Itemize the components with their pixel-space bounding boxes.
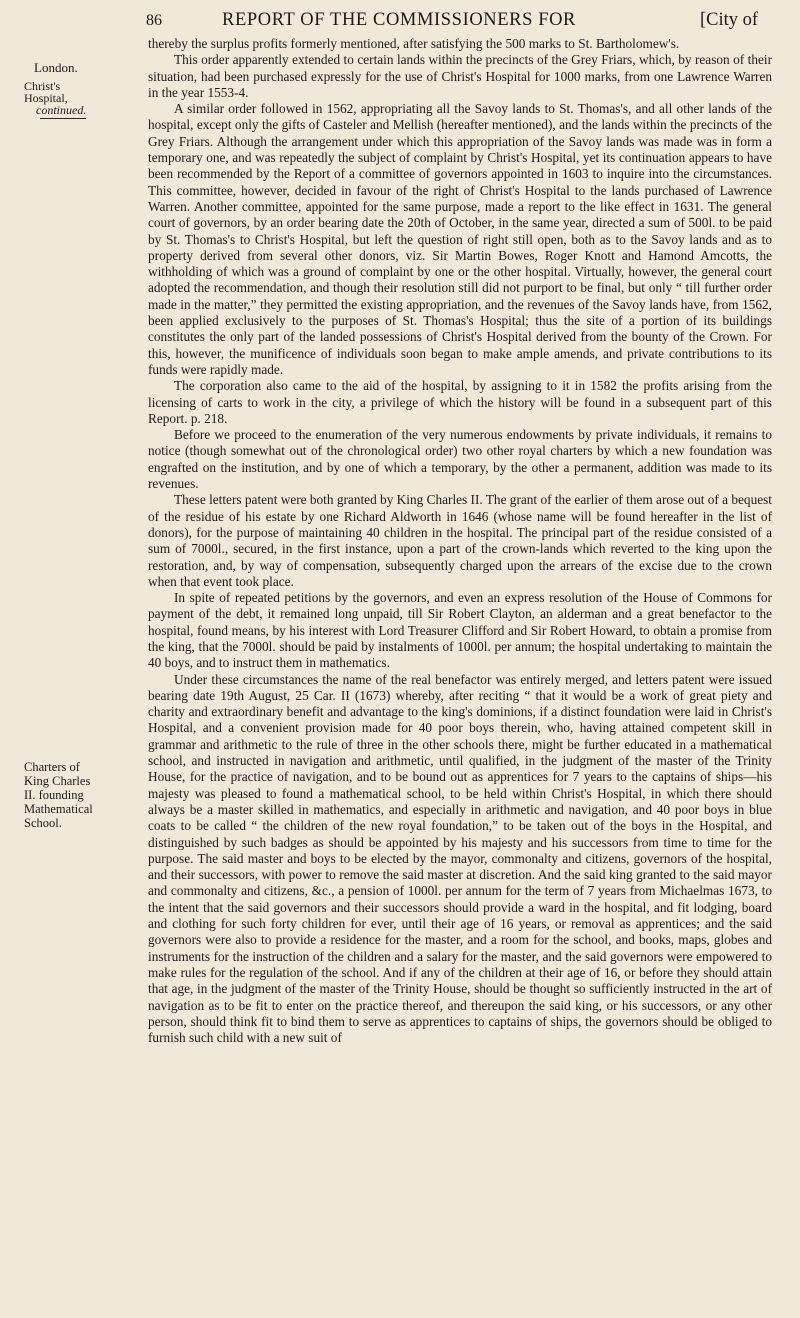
running-title-right: [City of (700, 10, 759, 30)
paragraph: Before we proceed to the enumeration of the very numerous endowments by private individuals, it remains to notice (though somewhat out of the chronological order) two other royal charters by which a new foundation was engrafted on the institution, and by one of which a temporary, by the other a permanent, addition was made to its revenues. (148, 427, 772, 492)
paragraph: These letters patent were both granted by King Charles II. The grant of the earlier of them arose out of a bequest of the residue of his estate by one Richard Aldworth in 1646 (whose name will be found hereafter in the list of donors), for the purpose of maintaining 40 children in the hospital. The principal part of the residue consisted of a sum of 7000l., secured, in the first instance, upon a part of the crown-lands which reverted to the king upon the restoration, and, by way of compensation, subsequently charged upon the arrears of the excise due to the crown when that event took place. (148, 492, 772, 589)
margin-note-continued: continued. (36, 103, 87, 117)
paragraph: This order apparently extended to certain lands within the precincts of the Grey Friars, which, by reason of their situation, had been purchased expressly for the use of Christ's Hospital for 1000 marks, from one Lawrence Warren in the year 1553-4. (148, 52, 772, 100)
margin-note-london: London. (34, 60, 78, 75)
page-number: 86 (146, 12, 162, 29)
margin-note-charters: Charters of King Charles II. founding Mathematical School. (24, 760, 93, 830)
margin-rule (40, 118, 86, 119)
margin-note-christs-hospital (24, 80, 96, 119)
paragraph: thereby the surplus profits formerly mentioned, after satisfying the 500 marks to St. Bartholomew's. (148, 36, 680, 51)
margin-note-christs-hospital-label: Christ's Hospital, (24, 79, 68, 105)
body-text (148, 36, 772, 1046)
paragraph: A similar order followed in 1562, appropriating all the Savoy lands to St. Thomas's, and all other lands of the hospital, except only the gifts of Casteler and Mellish (hereafter mentioned), and the lands within the precincts of the Grey Friars. Although the arrangement under which this appropriation of the Savoy lands was made was in form a temporary one, and was repeatedly the subject of complaint by Christ's Hospital, yet its continuation appears to have been recommended by the Report of a committee of governors appointed in 1603 to inquire into the circumstances. This committee, however, decided in favour of the right of Christ's Hospital to the lands purchased of Lawrence Warren. Another committee, appointed for the same purpose, made a report to the like effect in 1631. The general court of governors, by an order bearing date the 20th of October, in the same year, directed a sum of 500l. to be paid by St. Thomas's to Christ's Hospital, but left the question of right still open, both as to the Savoy lands and as to property derived from several other donors, viz. Sir Martin Bowes, Roger Knott and Hamond Amcotts, the withholding of which was a ground of complaint by one or the other hospital. Virtually, however, the general court adopted the recommendation, and though their resolution still did not purport to be final, but only “ till further order made in the matter,” they permitted the existing appropriation, and the revenues of the Savoy lands have, from 1562, been applied exclusively to the purposes of St. Thomas's Hospital; thus the site of a portion of its buildings constitutes the only part of the landed possessions of Christ's Hospital derived from the bounty of the Crown. For this, however, the munificence of individuals soon began to make ample amends, and private contributions to its funds were rapidly made. (148, 101, 772, 377)
paragraph: Under these circumstances the name of the real benefactor was entirely merged, and letters patent were issued bearing date 19th August, 25 Car. II (1673) whereby, after reciting “ that it would be a work of great piety and charity and extraordinary benefit and advantage to the king's dominions, if a distinct foundation were laid in Christ's Hospital, and a convenient provision made for 40 poor boys therein, who, having attained competent skill in grammar and arithmetic to the rule of three in the other schools there, might be further educated in a mathematical school, and instructed in navigation and arithmetic, until qualified, in the judgment of the master of the Trinity House, for the practice of navigation, and to be bound out as apprentices for 7 years to the captains of ships—his majesty was pleased to found a mathematical school, to be held within Christ's Hospital, in which there should always be a master skilled in mathematics, and especially in arithmetic and navigation, and 40 poor boys in blue coats to be called “ the children of the new royal foundation,” to be taken out of the boys in the Hospital, and distinguished by such badges as should be appointed by his majesty and his successors from time to time for the purpose. The said master and boys to be elected by the mayor, commonalty and citizens, governors of the hospital, and their successors, with power to remove the said master at discretion. And the said king granted to the said mayor and commonalty and citizens, &c., a pension of 1000l. per annum for the term of 7 years from Michaelmas 1673, to the intent that the said governors and their successors should provide a ward in the hospital, and fit lodging, board and clothing for such forty children for ever, until their age of 16 years, or removal as apprentices; and the said governors were also to provide a residence for the master, and a room for the school, and books, maps, globes and instruments for the instruction of the children and a salary for the master, and the said governors were empowered to make rules for the regulation of the school. And if any of the children at their age of 16, or before they should attain that age, in the judgment of the master of the Trinity House, should be thought so sufficiently instructed in the art of navigation as to be fit to enter on the practice thereof, and thereupon the said king, or his successors, or any other person, should think fit to bind them to serve as apprentices to captains of ships, the governors should be obliged to furnish such child with a new suit of (148, 671, 772, 1046)
running-title: REPORT OF THE COMMISSIONERS FOR (222, 10, 576, 30)
paragraph: The corporation also came to the aid of the hospital, by assigning to it in 1582 the profits arising from the licensing of carts to work in the city, a privilege of which the history will be found in a subsequent part of this Report. p. 218. (148, 378, 772, 426)
page-header (0, 10, 800, 34)
paragraph: In spite of repeated petitions by the governors, and even an express resolution of the House of Commons for payment of the debt, it remained long unpaid, till Sir Robert Clayton, an alderman and a great benefactor to the hospital, found means, by his interest with Lord Treasurer Clifford and Sir Robert Howard, to obtain a promise from the king, that the 7000l. should be paid by instalments of 1000l. per annum; the hospital undertaking to maintain the 40 boys, and to instruct them in mathematics. (148, 590, 772, 671)
